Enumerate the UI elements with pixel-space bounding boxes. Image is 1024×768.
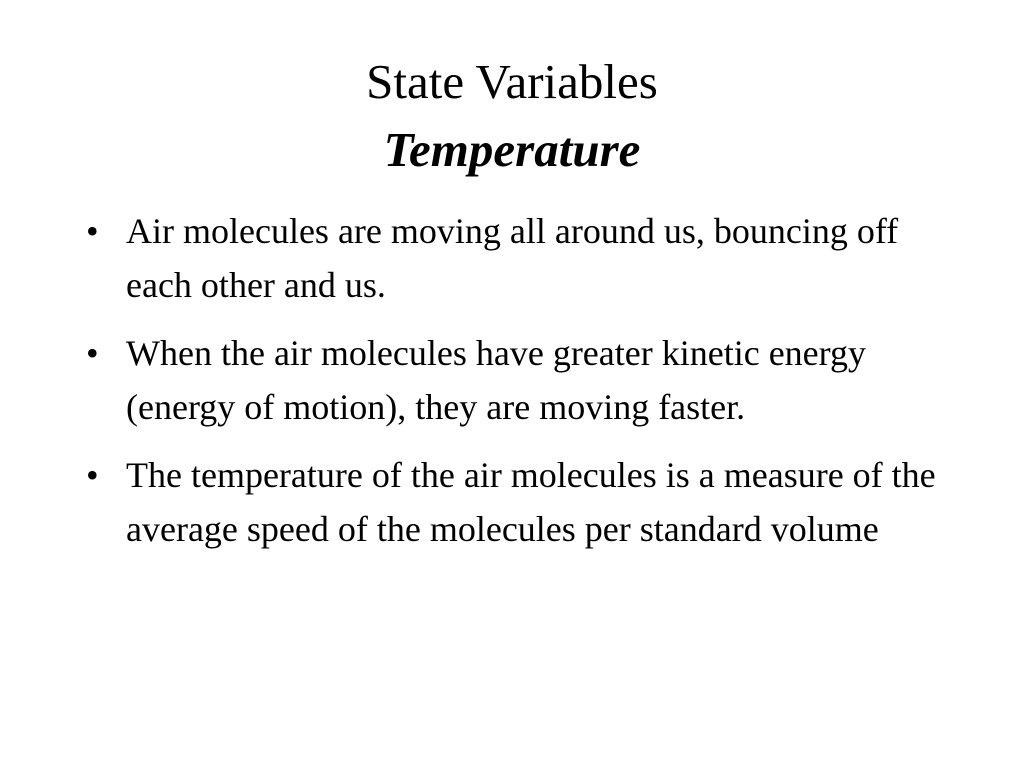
bullet-marker: • — [86, 333, 99, 373]
bullet-text: Air molecules are moving all around us, bouncing off each other and us. — [126, 211, 899, 305]
bullet-marker: • — [86, 211, 99, 251]
bullet-item — [80, 204, 960, 312]
slide-title: State Variables — [366, 54, 658, 109]
slide-title-block — [0, 48, 1024, 184]
bullet-marker: • — [86, 455, 99, 495]
bullet-item — [80, 326, 960, 434]
bullet-text: The temperature of the air molecules is a measure of the average speed of the molecules per standard volume — [126, 455, 936, 549]
bullet-item — [80, 448, 960, 556]
slide-subtitle: Temperature — [383, 122, 641, 177]
bullet-list — [80, 204, 960, 570]
bullet-text: When the air molecules have greater kinetic energy (energy of motion), they are moving faster. — [126, 333, 866, 427]
